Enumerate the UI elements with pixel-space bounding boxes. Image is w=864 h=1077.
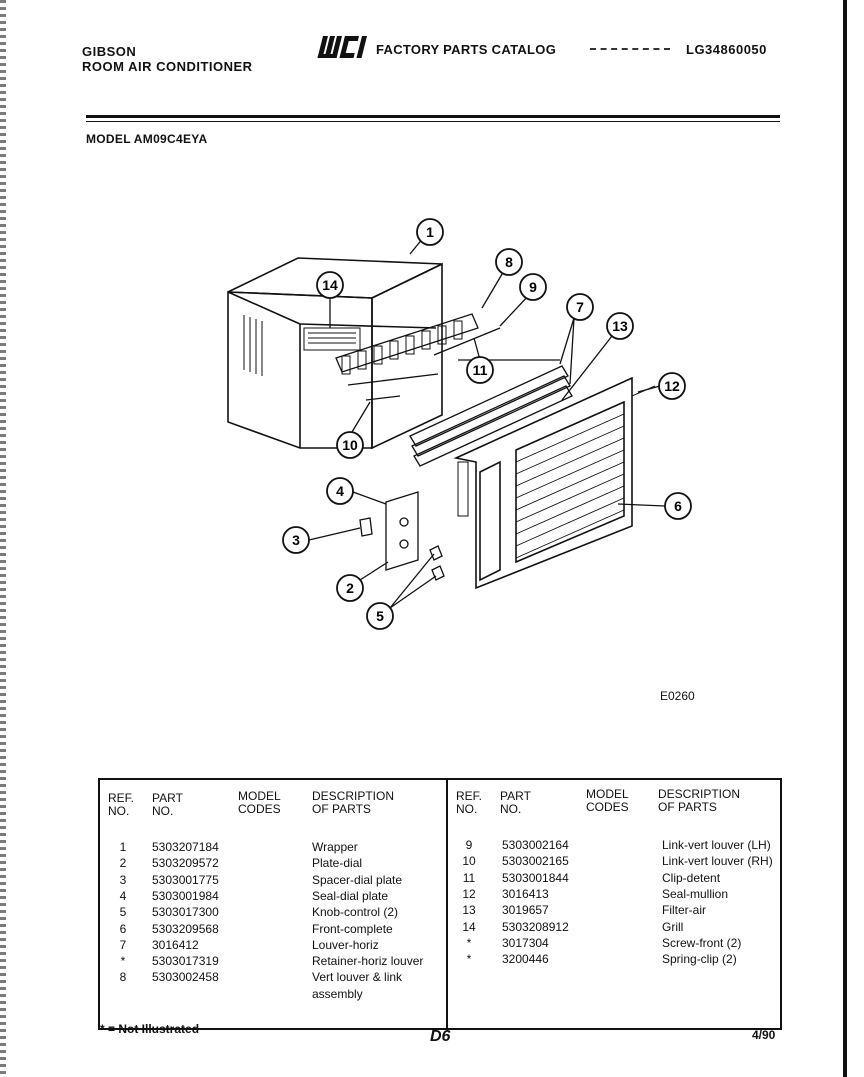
right-row-ref: *	[466, 952, 472, 967]
left-row-ref: *	[120, 954, 126, 969]
left-row-part: 3016412	[152, 937, 199, 952]
left-row-desc: Plate-dial	[312, 856, 363, 871]
callout-10	[337, 402, 370, 458]
left-row-desc: Front-complete	[312, 921, 393, 936]
right-row-part: 3200446	[502, 952, 549, 967]
header-part-right: PART NO.	[500, 789, 531, 816]
product-type: ROOM AIR CONDITIONER	[82, 59, 253, 74]
svg-text:11: 11	[472, 362, 488, 378]
header-desc: DESCRIPTION OF PARTS	[312, 789, 395, 816]
callout-12	[638, 373, 685, 399]
callout-8	[482, 249, 522, 308]
svg-text:10: 10	[342, 437, 358, 453]
right-row-ref: 13	[462, 903, 476, 918]
right-row-ref: 10	[462, 854, 476, 869]
right-row-ref: *	[466, 935, 472, 950]
left-row-ref: 8	[119, 970, 127, 985]
right-row-part: 5303001844	[502, 870, 569, 885]
right-row-part: 5303002164	[502, 838, 569, 852]
header-dashes	[590, 48, 670, 50]
left-row-part: 5303001775	[152, 872, 219, 887]
svg-text:13: 13	[612, 318, 628, 334]
right-row-part: 5303208912	[502, 919, 569, 934]
parts-table	[98, 778, 782, 1030]
left-row-part: 5303017319	[152, 954, 219, 969]
svg-text:5: 5	[376, 608, 384, 624]
left-row-ref: 6	[119, 921, 127, 936]
callout-2	[337, 562, 388, 601]
left-row-ref: 2	[119, 856, 127, 871]
left-row-ref: 7	[119, 937, 127, 952]
svg-text:1: 1	[426, 224, 434, 240]
control-panel	[360, 492, 444, 580]
right-row-desc: Spring-clip (2)	[662, 952, 737, 967]
left-row-part: 5303001984	[152, 888, 219, 903]
right-row-desc: Clip-detent	[662, 870, 721, 885]
catalog-code: LG34860050	[686, 42, 767, 57]
left-row-desc: Spacer-dial plate	[312, 872, 403, 887]
left-row-part: 5303209568	[152, 921, 219, 936]
left-row-part: 5303207184	[152, 840, 219, 854]
callout-11	[467, 338, 493, 383]
callout-13	[562, 313, 633, 400]
header-rule-thin	[86, 121, 780, 122]
header-model-right: MODEL CODES	[586, 787, 629, 814]
svg-text:7: 7	[576, 299, 584, 315]
right-row-desc: Filter-air	[662, 903, 706, 918]
header-rule-thick	[86, 115, 780, 118]
svg-text:6: 6	[674, 498, 682, 514]
right-row-desc: Link-vert louver (LH)	[662, 838, 771, 852]
callout-9	[500, 274, 546, 326]
not-illustrated-note: * = Not Illustrated	[100, 1022, 200, 1036]
callout-4	[327, 478, 386, 504]
callout-1	[410, 219, 443, 254]
header-part: PART NO.	[152, 791, 183, 818]
model-number: MODEL AM09C4EYA	[86, 132, 208, 146]
wci-logo	[312, 32, 374, 64]
right-row-part: 5303002165	[502, 854, 569, 869]
callout-6	[618, 493, 691, 519]
brand-block	[82, 44, 253, 74]
header-ref-right: REF. NO.	[456, 789, 483, 816]
exploded-parts-diagram	[200, 200, 720, 640]
catalog-title: FACTORY PARTS CATALOG	[376, 42, 557, 57]
header-ref: REF. NO.	[108, 791, 135, 818]
right-row-desc: Grill	[662, 919, 684, 934]
right-row-ref: 9	[465, 838, 473, 852]
left-row-desc: Wrapper	[312, 840, 358, 854]
catalog-date: 4/90	[752, 1028, 776, 1042]
left-row-desc: Knob-control (2)	[312, 905, 399, 920]
left-row-part: 5303209572	[152, 856, 219, 871]
left-row-desc: Retainer-horiz louver	[312, 954, 424, 969]
header-model: MODEL CODES	[238, 789, 281, 816]
page-edge-right	[843, 0, 847, 1077]
figure-code: E0260	[660, 689, 695, 703]
right-row-ref: 11	[462, 870, 476, 885]
left-row-part: 5303017300	[152, 905, 219, 920]
front-grille-assembly	[456, 378, 655, 588]
right-row-part: 3017304	[502, 935, 549, 950]
right-row-ref: 12	[462, 886, 476, 901]
left-row-desc: Seal-dial plate	[312, 888, 389, 903]
callout-14	[317, 272, 343, 328]
right-row-desc: Link-vert louver (RH)	[662, 854, 773, 869]
brand-name: GIBSON	[82, 44, 137, 59]
callout-3	[283, 527, 360, 553]
right-row-desc: Seal-mullion	[662, 886, 729, 901]
left-row-desc: assembly	[312, 986, 363, 1001]
left-row-part: 5303002458	[152, 970, 219, 985]
svg-text:12: 12	[664, 378, 680, 394]
table-divider	[446, 780, 448, 1028]
right-row-ref: 14	[462, 919, 476, 934]
left-row-ref: 4	[119, 888, 127, 903]
left-row-desc: Louver-horiz	[312, 937, 379, 952]
svg-text:3: 3	[292, 532, 300, 548]
svg-text:2: 2	[346, 580, 354, 596]
svg-text:14: 14	[322, 277, 338, 293]
right-row-desc: Screw-front (2)	[662, 935, 742, 950]
left-row-ref: 1	[119, 840, 127, 854]
svg-text:8: 8	[505, 254, 513, 270]
header-desc-right: DESCRIPTION OF PARTS	[658, 787, 741, 814]
left-row-desc: Vert louver & link	[312, 970, 403, 985]
page-edge-left	[0, 0, 6, 1077]
left-row-ref: 3	[119, 872, 127, 887]
left-row-ref: 5	[119, 905, 127, 920]
page-number: D6	[430, 1028, 451, 1045]
right-row-part: 3016413	[502, 886, 549, 901]
right-row-part: 3019657	[502, 903, 549, 918]
svg-text:9: 9	[529, 279, 537, 295]
svg-text:4: 4	[336, 483, 344, 499]
